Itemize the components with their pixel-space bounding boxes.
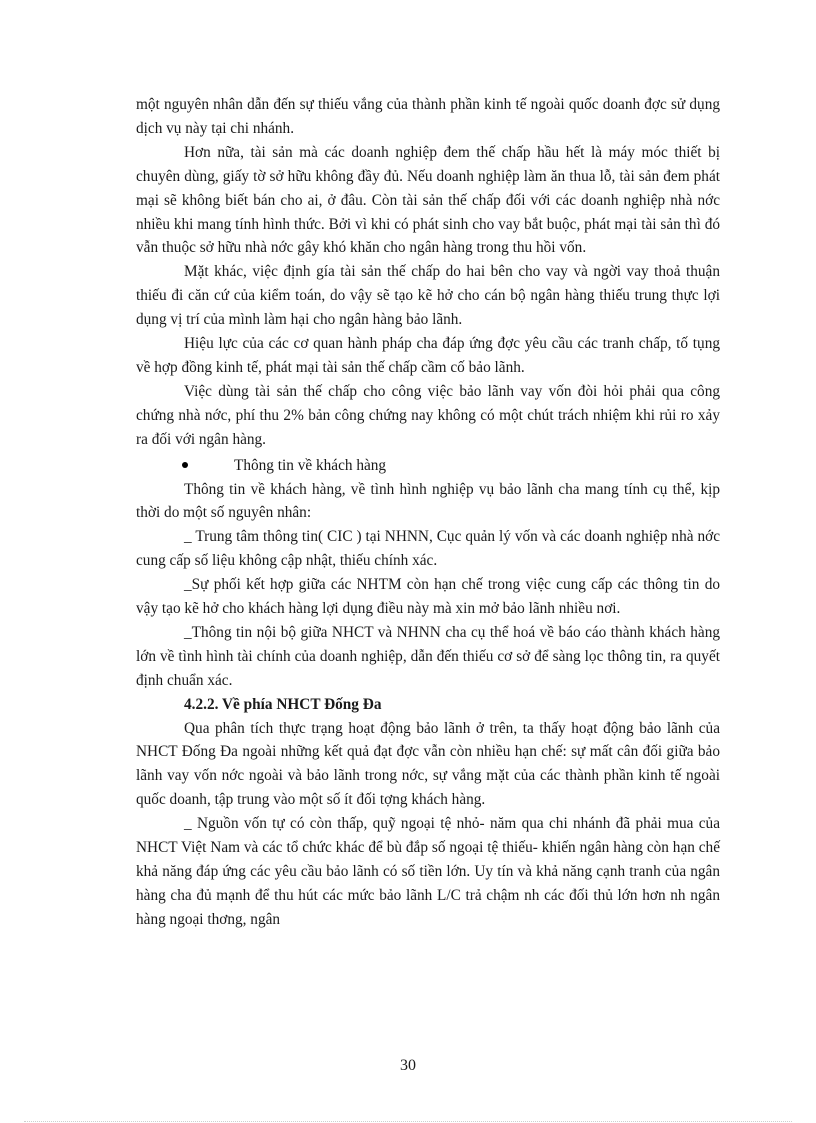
paragraph: Mặt khác, việc định gía tài sản thế chấp do hai bên cho vay và ngời vay thoả thuận thiếu đi căn cứ của kiểm toán, do vậy sẽ tạo kẽ hở cho cán bộ ngân hàng thiếu trung thực lợi dụng vị trí của mình làm hại cho ngân hàng bảo lãnh. bbox=[136, 263, 720, 329]
bullet-label: Thông tin về khách hàng bbox=[234, 456, 387, 474]
paragraph: Hiệu lực của các cơ quan hành pháp cha đáp ứng đợc yêu cầu các tranh chấp, tố tụng về hợp đồng kinh tế, phát mại tài sản thế chấp cầm cố bảo lãnh. bbox=[136, 335, 720, 376]
list-item: _ Nguồn vốn tự có còn thấp, quỹ ngoại tệ nhỏ- năm qua chi nhánh đã phải mua của NHCT Việt Nam và các tổ chức khác để bù đắp số ngoại tệ thiếu- khiến ngân hàng còn hạn chế khả năng đáp ứng các yêu cầu bảo lãnh có số tiền lớn. Uy tín và khả năng cạnh tranh của ngân hàng cha đủ mạnh để thu hút các mức bảo lãnh L/C trả chậm nh các đối thủ lớn hơn nh ngân hàng ngoại thơng, ngân bbox=[136, 815, 720, 928]
list-item: _Sự phối kết hợp giữa các NHTM còn hạn chế trong việc cung cấp các thông tin do vậy tạo kẽ hở cho khách hàng lợi dụng điều này mà xin mở bảo lãnh nhiều nơi. bbox=[136, 576, 720, 618]
list-item: _Thông tin nội bộ giữa NHCT và NHNN cha cụ thể hoá về báo cáo thành khách hàng lớn về tình hình tài chính của doanh nghiệp, dẫn đến thiếu cơ sở để sàng lọc thông tin, ra quyết định chuẩn xác. bbox=[136, 623, 720, 689]
section-heading: 4.2.2. Về phía NHCT Đống Đa bbox=[184, 695, 382, 713]
bullet-icon bbox=[182, 462, 188, 468]
paragraph-continuation: một nguyên nhân dẫn đến sự thiếu vắng của thành phần kinh tế ngoài quốc doanh đợc sử dụng dịch vụ này tại chi nhánh. bbox=[136, 96, 720, 137]
paragraph: Việc dùng tài sản thế chấp cho công việc bảo lãnh vay vốn đòi hỏi phải qua công chứng nhà nớc, phí thu 2% bản công chứng nay không có một chút trách nhiệm khi rủi ro xảy ra đối với ngân hàng. bbox=[136, 382, 720, 448]
page-bottom-border bbox=[24, 1121, 792, 1122]
bullet-item bbox=[136, 454, 720, 478]
paragraph: Thông tin về khách hàng, về tình hình nghiệp vụ bảo lãnh cha mang tính cụ thể, kịp thời do một số nguyên nhân: bbox=[136, 480, 720, 522]
page-number: 30 bbox=[400, 1057, 416, 1074]
paragraph: Qua phân tích thực trạng hoạt động bảo lãnh ở trên, ta thấy hoạt động bảo lãnh của NHCT Đống Đa ngoài những kết quả đạt đợc vẫn còn nhiều hạn chế: sự mất cân đối giữa bảo lãnh vay vốn nớc ngoài và bảo lãnh trong nớc, sự vắng mặt của các thành phần kinh tế ngoài quốc doanh, tập trung vào một số ít đối tợng khách hàng. bbox=[136, 719, 720, 809]
list-item: _ Trung tâm thông tin( CIC ) tại NHNN, Cục quản lý vốn và các doanh nghiệp nhà nớc cung cấp số liệu không cập nhật, thiếu chính xác. bbox=[136, 528, 720, 570]
body-text bbox=[136, 93, 720, 932]
paragraph: Hơn nữa, tài sản mà các doanh nghiệp đem thế chấp hầu hết là máy móc thiết bị chuyên dùng, giấy tờ sở hữu không đầy đủ. Nếu doanh nghiệp làm ăn thua lỗ, tài sản đem phát mại sẽ không biết bán cho ai, ở đâu. Còn tài sản thế chấp đối với các doanh nghiệp nhà nớc nhiều khi mang tính hình thức. Bởi vì khi có phát sinh cho vay bắt buộc, phát mại tài sản thì đó vẫn thuộc sở hữu nhà nớc gây khó khăn cho ngân hàng trong thu hồi vốn. bbox=[136, 143, 720, 257]
